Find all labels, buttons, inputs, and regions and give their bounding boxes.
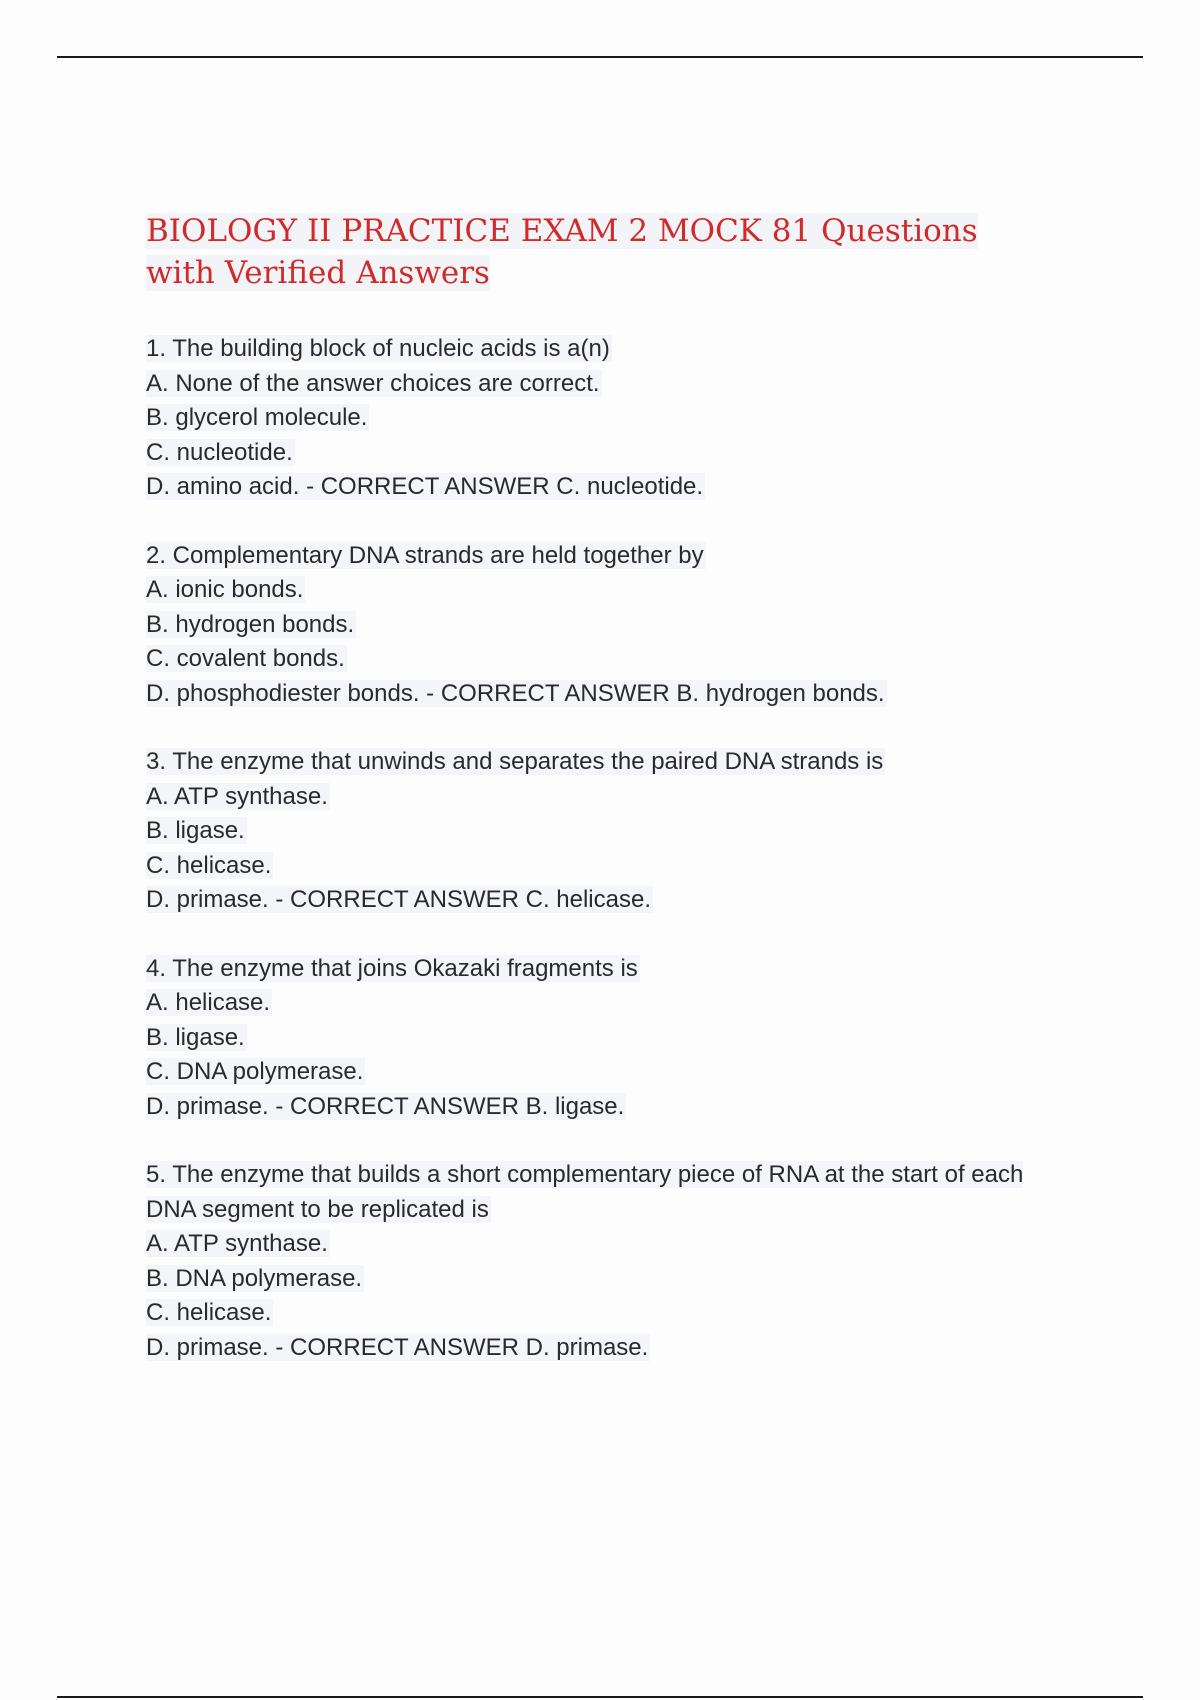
question-stem: 1. The building block of nucleic acids is a(n) — [146, 335, 610, 362]
question-stem: 4. The enzyme that joins Okazaki fragments is — [146, 954, 638, 982]
answer-option-d: D. primase. - CORRECT ANSWER B. ligase. — [146, 1092, 625, 1120]
document-title: BIOLOGY II PRACTICE EXAM 2 MOCK 81 Questions with Verified Answers — [146, 213, 978, 291]
answer-option-b: B. glycerol molecule. — [146, 404, 368, 431]
answer-option-d: D. primase. - CORRECT ANSWER C. helicase. — [146, 886, 651, 913]
bottom-rule — [57, 1696, 1143, 1698]
answer-option-a: A. helicase. — [146, 989, 271, 1016]
answer-option-a: A. ATP synthase. — [146, 1230, 328, 1257]
answer-option-b: B. ligase. — [146, 817, 245, 844]
answer-option-b: B. DNA polymerase. — [146, 1264, 363, 1292]
document-body — [146, 210, 1046, 1399]
question-5 — [146, 1158, 1046, 1365]
answer-option-a: A. None of the answer choices are correct. — [146, 369, 600, 397]
question-stem: 5. The enzyme that builds a short complementary piece of RNA at the start of each DNA segment to be replicated is — [146, 1161, 1024, 1223]
question-stem: 3. The enzyme that unwinds and separates the paired DNA strands is — [146, 748, 884, 775]
top-rule — [57, 56, 1143, 58]
question-2 — [146, 539, 1046, 712]
question-1 — [146, 332, 1046, 505]
answer-option-d: D. primase. - CORRECT ANSWER D. primase. — [146, 1333, 649, 1361]
answer-option-c: C. nucleotide. — [146, 438, 293, 466]
answer-option-c: C. covalent bonds. — [146, 645, 345, 672]
question-4 — [146, 952, 1046, 1125]
answer-option-d: D. amino acid. - CORRECT ANSWER C. nucleotide. — [146, 473, 704, 500]
answer-option-c: C. DNA polymerase. — [146, 1058, 364, 1085]
question-3 — [146, 745, 1046, 918]
answer-option-a: A. ionic bonds. — [146, 576, 304, 603]
answer-option-d: D. phosphodiester bonds. - CORRECT ANSWER B. hydrogen bonds. — [146, 679, 885, 707]
answer-option-b: B. ligase. — [146, 1023, 245, 1051]
answer-option-c: C. helicase. — [146, 1299, 272, 1326]
answer-option-a: A. ATP synthase. — [146, 782, 328, 810]
answer-option-c: C. helicase. — [146, 851, 272, 879]
question-stem: 2. Complementary DNA strands are held together by — [146, 541, 704, 569]
answer-option-b: B. hydrogen bonds. — [146, 610, 355, 638]
